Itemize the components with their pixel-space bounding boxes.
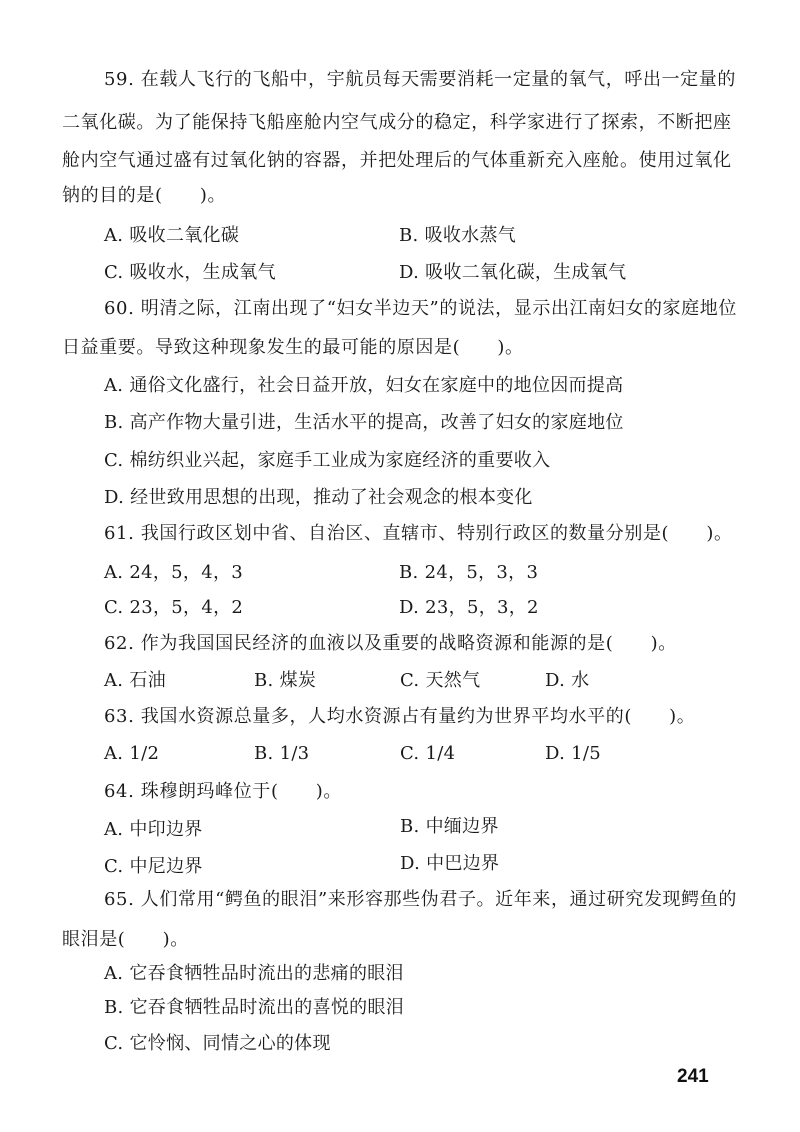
question-stem-line: 63. 我国水资源总量多，人均水资源占有量约为世界平均水平的( )。 (104, 706, 696, 727)
question-stem-line: 钠的目的是( )。 (62, 185, 227, 206)
option-a: A. 通俗文化盛行，社会日益开放，妇女在家庭中的地位因而提高 (104, 375, 624, 396)
option-b: B. 中缅边界 (400, 816, 499, 837)
option-c: C. 它怜悯、同情之心的体现 (104, 1033, 331, 1054)
question-stem-line: 日益重要。导致这种现象发生的最可能的原因是( )。 (62, 337, 524, 358)
option-a: A. 石油 (104, 670, 166, 691)
option-b: B. 高产作物大量引进，生活水平的提高，改善了妇女的家庭地位 (104, 412, 624, 433)
question-stem-line: 二氧化碳。为了能保持飞船座舱内空气成分的稳定，科学家进行了探索，不断把座 (62, 112, 732, 133)
option-a: A. 1/2 (104, 743, 160, 764)
question-stem-line: 60. 明清之际，江南出现了“妇女半边天”的说法，显示出江南妇女的家庭地位 (104, 298, 737, 319)
option-c: C. 中尼边界 (104, 856, 203, 877)
option-c: C. 吸收水，生成氧气 (104, 262, 276, 283)
option-d: D. 1/5 (545, 743, 602, 764)
option-d: D. 水 (545, 670, 590, 691)
option-a: A. 24，5，4，3 (104, 562, 244, 583)
question-stem-line: 62. 作为我国国民经济的血液以及重要的战略资源和能源的是( )。 (104, 633, 677, 654)
question-stem-line: 65. 人们常用“鳄鱼的眼泪”来形容那些伪君子。近年来，通过研究发现鳄鱼的 (104, 889, 737, 910)
option-c: C. 棉纺织业兴起，家庭手工业成为家庭经济的重要收入 (104, 450, 551, 471)
page-number: 241 (677, 1066, 709, 1087)
option-b: B. 煤炭 (254, 670, 317, 691)
option-d: D. 23，5，3，2 (399, 597, 539, 618)
question-stem-line: 59. 在载人飞行的飞船中，宇航员每天需要消耗一定量的氧气，呼出一定量的 (104, 69, 736, 90)
option-c: C. 天然气 (400, 670, 481, 691)
option-a: A. 它吞食牺牲品时流出的悲痛的眼泪 (104, 963, 404, 984)
option-c: C. 1/4 (400, 743, 456, 764)
option-b: B. 1/3 (254, 743, 310, 764)
question-stem-line: 64. 珠穆朗玛峰位于( )。 (104, 781, 342, 802)
option-a: A. 中印边界 (104, 819, 203, 840)
option-c: C. 23，5，4，2 (104, 597, 244, 618)
option-b: B. 吸收水蒸气 (399, 225, 517, 246)
option-b: B. 它吞食牺牲品时流出的喜悦的眼泪 (104, 997, 405, 1018)
option-b: B. 24，5，3，3 (399, 562, 539, 583)
question-stem-line: 61. 我国行政区划中省、自治区、直辖市、特别行政区的数量分别是( )。 (104, 523, 733, 544)
option-d: D. 吸收二氧化碳，生成氧气 (399, 262, 627, 283)
option-a: A. 吸收二氧化碳 (104, 225, 240, 246)
option-d: D. 中巴边界 (400, 853, 500, 874)
question-stem-line: 眼泪是( )。 (62, 929, 189, 950)
option-d: D. 经世致用思想的出现，推动了社会观念的根本变化 (104, 487, 533, 508)
question-stem-line: 舱内空气通过盛有过氧化钠的容器，并把处理后的气体重新充入座舱。使用过氧化 (62, 150, 732, 171)
